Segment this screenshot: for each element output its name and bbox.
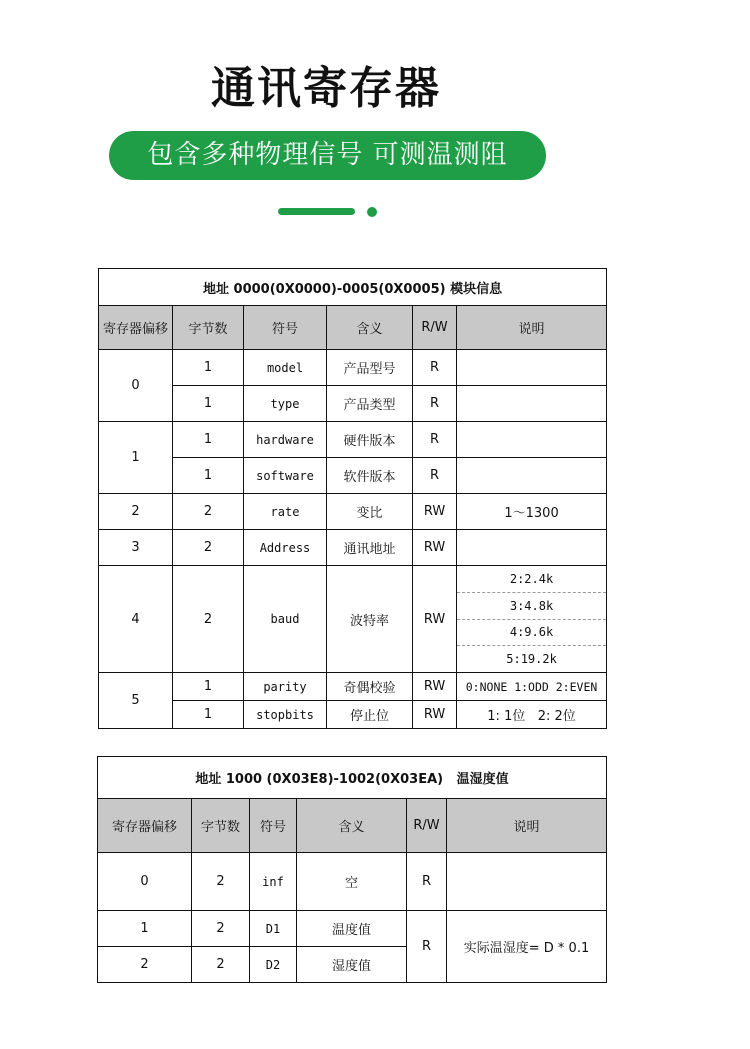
offset-cell: 3 bbox=[99, 530, 173, 566]
bytes-cell: 2 bbox=[192, 947, 250, 983]
symbol-cell: type bbox=[244, 386, 327, 422]
table-caption: 地址 0000(0X0000)-0005(0X0005) 模块信息 bbox=[99, 269, 607, 306]
rw-cell: RW bbox=[413, 530, 457, 566]
header-bytes: 字节数 bbox=[192, 799, 250, 853]
bytes-cell: 1 bbox=[173, 422, 244, 458]
table-row bbox=[98, 853, 607, 911]
bytes-cell: 1 bbox=[173, 701, 244, 729]
meaning-cell: 波特率 bbox=[327, 566, 413, 673]
header-rw: R/W bbox=[413, 306, 457, 350]
decorative-bar bbox=[278, 208, 355, 215]
header-meaning: 含义 bbox=[327, 306, 413, 350]
symbol-cell: Address bbox=[244, 530, 327, 566]
header-rw: R/W bbox=[407, 799, 447, 853]
rw-cell: R bbox=[407, 853, 447, 911]
desc-cell bbox=[457, 530, 607, 566]
rw-cell: RW bbox=[413, 701, 457, 729]
symbol-cell: model bbox=[244, 350, 327, 386]
symbol-cell: baud bbox=[244, 566, 327, 673]
offset-cell: 2 bbox=[99, 494, 173, 530]
meaning-cell: 湿度值 bbox=[297, 947, 407, 983]
table-row bbox=[99, 458, 607, 494]
meaning-cell: 产品型号 bbox=[327, 350, 413, 386]
desc-cell: 实际温湿度= D * 0.1 bbox=[447, 911, 607, 983]
rw-cell: R bbox=[413, 458, 457, 494]
offset-cell: 2 bbox=[98, 947, 192, 983]
table-header-row bbox=[98, 799, 607, 853]
meaning-cell: 停止位 bbox=[327, 701, 413, 729]
rw-cell: R bbox=[413, 386, 457, 422]
baud-option: 4:9.6k bbox=[457, 620, 606, 647]
bytes-cell: 1 bbox=[173, 458, 244, 494]
table-caption: 地址 1000 (0X03E8)-1002(0X03EA) 温湿度值 bbox=[98, 757, 607, 799]
table-row bbox=[99, 494, 607, 530]
header-symbol: 符号 bbox=[250, 799, 297, 853]
rw-cell: RW bbox=[413, 494, 457, 530]
header-offset: 寄存器偏移 bbox=[99, 306, 173, 350]
bytes-cell: 1 bbox=[173, 386, 244, 422]
bytes-cell: 1 bbox=[173, 350, 244, 386]
desc-cell bbox=[457, 458, 607, 494]
rw-cell: RW bbox=[413, 566, 457, 673]
header-bytes: 字节数 bbox=[173, 306, 244, 350]
bytes-cell: 2 bbox=[173, 530, 244, 566]
desc-cell bbox=[447, 853, 607, 911]
symbol-cell: hardware bbox=[244, 422, 327, 458]
header-desc: 说明 bbox=[447, 799, 607, 853]
meaning-cell: 奇偶校验 bbox=[327, 673, 413, 701]
symbol-cell: software bbox=[244, 458, 327, 494]
table-row bbox=[99, 673, 607, 701]
symbol-cell: inf bbox=[250, 853, 297, 911]
header-symbol: 符号 bbox=[244, 306, 327, 350]
rw-cell: R bbox=[407, 911, 447, 983]
table-row bbox=[99, 566, 607, 673]
header-meaning: 含义 bbox=[297, 799, 407, 853]
offset-cell: 0 bbox=[98, 853, 192, 911]
table-header-row bbox=[99, 306, 607, 350]
offset-cell: 0 bbox=[99, 350, 173, 422]
baud-option: 5:19.2k bbox=[506, 652, 557, 667]
table-row bbox=[99, 350, 607, 386]
symbol-cell: stopbits bbox=[244, 701, 327, 729]
meaning-cell: 通讯地址 bbox=[327, 530, 413, 566]
meaning-cell: 硬件版本 bbox=[327, 422, 413, 458]
table-row bbox=[99, 386, 607, 422]
meaning-cell: 变比 bbox=[327, 494, 413, 530]
decorative-dot bbox=[367, 207, 377, 217]
bytes-cell: 2 bbox=[173, 494, 244, 530]
desc-cell bbox=[457, 386, 607, 422]
header-offset: 寄存器偏移 bbox=[98, 799, 192, 853]
symbol-cell: D1 bbox=[250, 911, 297, 947]
baud-option: 3:4.8k bbox=[457, 593, 606, 620]
meaning-cell: 温度值 bbox=[297, 911, 407, 947]
offset-cell: 1 bbox=[99, 422, 173, 494]
rw-cell: RW bbox=[413, 673, 457, 701]
baud-options-cell bbox=[457, 566, 607, 673]
module-info-table bbox=[98, 268, 607, 729]
rw-cell: R bbox=[413, 422, 457, 458]
table-row bbox=[99, 530, 607, 566]
meaning-cell: 空 bbox=[297, 853, 407, 911]
meaning-cell: 产品类型 bbox=[327, 386, 413, 422]
temp-humidity-table bbox=[97, 756, 607, 983]
offset-cell: 5 bbox=[99, 673, 173, 729]
feature-banner: 包含多种物理信号 可测温测阻 bbox=[109, 131, 546, 180]
header-desc: 说明 bbox=[457, 306, 607, 350]
offset-cell: 4 bbox=[99, 566, 173, 673]
bytes-cell: 2 bbox=[192, 853, 250, 911]
page-title: 通讯寄存器 bbox=[211, 63, 441, 114]
bytes-cell: 2 bbox=[173, 566, 244, 673]
desc-cell bbox=[457, 422, 607, 458]
table-row bbox=[99, 422, 607, 458]
desc-cell: 1: 1位 2: 2位 bbox=[457, 701, 607, 729]
table-row bbox=[99, 701, 607, 729]
bytes-cell: 2 bbox=[192, 911, 250, 947]
bytes-cell: 1 bbox=[173, 673, 244, 701]
meaning-cell: 软件版本 bbox=[327, 458, 413, 494]
desc-cell bbox=[457, 350, 607, 386]
symbol-cell: D2 bbox=[250, 947, 297, 983]
desc-cell: 0:NONE 1:ODD 2:EVEN bbox=[457, 673, 607, 701]
rw-cell: R bbox=[413, 350, 457, 386]
offset-cell: 1 bbox=[98, 911, 192, 947]
symbol-cell: parity bbox=[244, 673, 327, 701]
symbol-cell: rate bbox=[244, 494, 327, 530]
baud-option: 2:2.4k bbox=[457, 566, 606, 593]
table-row bbox=[98, 911, 607, 947]
desc-cell: 1～1300 bbox=[457, 494, 607, 530]
